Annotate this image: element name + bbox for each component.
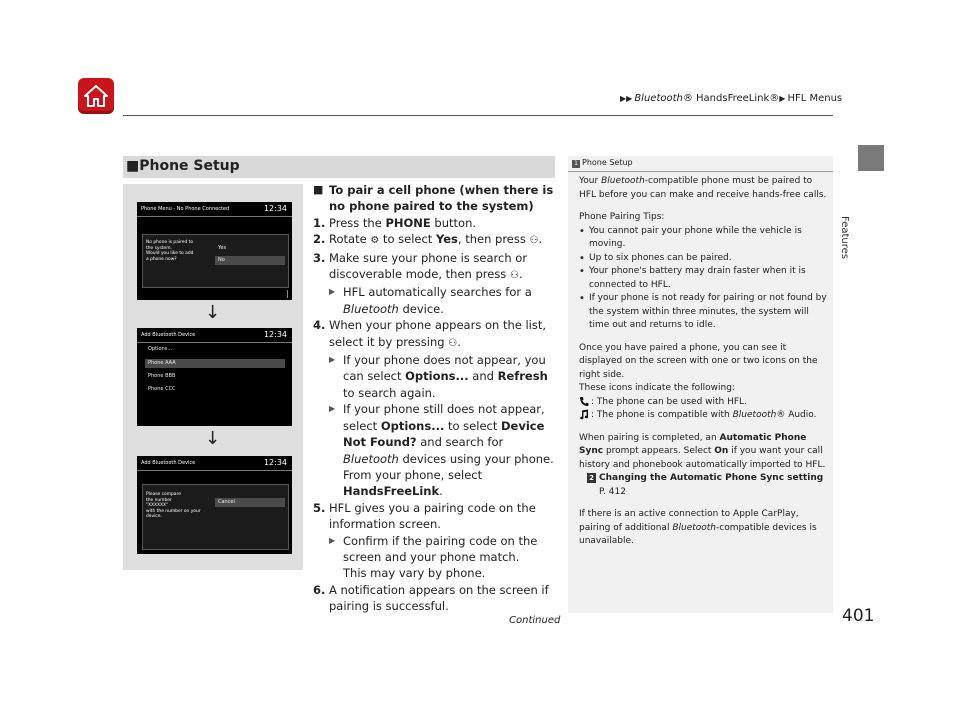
list-item-phone[interactable]: Phone BBB	[148, 373, 176, 379]
tip-item: • Up to six phones can be paired.	[579, 252, 827, 266]
list-item-options[interactable]: Options...	[148, 346, 173, 352]
notes-paragraph: If there is an active connection to Apple CarPlay, pairing of additional Bluetooth-compatible devices is unavailable.	[579, 509, 817, 546]
notes-title: 1 Phone Setup	[572, 158, 633, 168]
icon-legend-audio: : The phone is compatible with Bluetooth® Audio.	[579, 409, 827, 423]
screen-clock: 12:34	[263, 330, 287, 339]
tip-item: • You cannot pair your phone while the vehicle is moving.	[579, 225, 827, 252]
step-3-note: ▶ HFL automatically searches for a Bluetooth device.	[329, 285, 532, 316]
step-3: 3. Make sure your phone is search or discoverable mode, then press ⚇.	[313, 250, 528, 282]
down-arrow-icon: ↓	[205, 428, 221, 449]
step-1: 1. Press the PHONE button.	[313, 215, 477, 230]
home-icon	[83, 84, 109, 108]
music-note-icon	[579, 409, 589, 420]
screen-add-device-list	[137, 328, 292, 426]
side-tab-label: Features	[839, 216, 850, 259]
step-5: 5. HFL gives you a pairing code on the information screen.	[313, 500, 536, 532]
side-tab-marker	[858, 145, 884, 171]
down-arrow-icon: ↓	[205, 302, 221, 323]
continued-label: Continued	[509, 615, 561, 626]
screen-title: Phone Menu - No Phone Connected	[141, 206, 230, 212]
tips-title: Phone Pairing Tips:	[579, 212, 665, 222]
option-yes[interactable]: Yes	[218, 245, 227, 251]
step-5-note: ▶ Confirm if the pairing code on the screen and your phone match. This may vary by phone.	[329, 533, 538, 581]
list-item-phone[interactable]: Phone CCC	[148, 386, 176, 392]
step-2: 2. Rotate ⚙ to select Yes, then press ⚇.	[313, 232, 543, 247]
step-4: 4. When your phone appears on the list, select it by pressing ⚇.	[313, 318, 547, 349]
screen-phone-menu	[137, 202, 292, 300]
cancel-button[interactable]: Cancel	[215, 498, 285, 507]
screenshot-column	[123, 184, 303, 570]
step-6: 6. A notification appears on the screen if pairing is successful.	[313, 582, 549, 614]
press-knob-icon: ⚇	[529, 235, 539, 247]
prompt-message: No phone is paired to the system. Would you like to add a phone now?	[146, 240, 194, 262]
instruction-heading: ■ To pair a cell phone (when there is no phone paired to the system)	[313, 183, 554, 214]
reference-icon: 2	[587, 473, 596, 483]
screen-pairing-code	[137, 456, 292, 554]
notes-paragraph: Your Bluetooth-compatible phone must be paired to HFL before you can make and receive hands-free calls.	[579, 176, 827, 200]
page-number: 401	[842, 606, 875, 626]
screen-clock: 12:34	[263, 458, 287, 467]
breadcrumb: ▶▶ Bluetooth® HandsFreeLink®▶ HFL Menus	[620, 93, 843, 104]
pairing-message: Please compare the number "XXXXXX" with the number on your device.	[146, 492, 201, 519]
tip-item: • Your phone's battery may drain faster when it is connected to HFL.	[579, 265, 827, 292]
step-4-note-1: ▶ If your phone does not appear, you can select Options... and Refresh to search again.	[329, 353, 548, 400]
step-4-note-2: ▶ If your phone still does not appear, select Options... to select Device Not Found? and search for Bluetooth devices using your phone. From your phone, select HandsFreeLink.	[329, 402, 554, 499]
option-no[interactable]: No	[215, 256, 285, 265]
tip-item: • If your phone is not ready for pairing or not found by the system within three minutes, the system will time out and returns to idle.	[579, 292, 827, 333]
pairing-instructions	[313, 182, 555, 615]
press-knob-icon: ⚇	[448, 337, 458, 349]
icon-legend-hfl: : The phone can be used with HFL.	[579, 396, 827, 410]
screen-clock: 12:34	[263, 204, 287, 213]
phone-icon	[579, 396, 589, 407]
notes-paragraph: When pairing is completed, an Automatic Phone Sync prompt appears. Select On if you want your call history and phonebook automatically imported to HFL.	[579, 432, 826, 470]
cross-reference-link[interactable]: 2 Changing the Automatic Phone Sync setting P. 412	[579, 472, 827, 499]
selector-knob-icon: ⚙	[370, 235, 380, 247]
notes-body	[579, 175, 827, 549]
screen-title: Add Bluetooth Device	[141, 460, 196, 466]
list-item-phone[interactable]: Phone AAA	[145, 359, 285, 368]
notes-paragraph: Once you have paired a phone, you can see it displayed on the screen with one or two icons on the right side.	[579, 342, 818, 380]
header-divider	[123, 115, 833, 116]
home-button[interactable]	[78, 78, 114, 114]
screen-title: Add Bluetooth Device	[141, 332, 196, 338]
section-title: ■Phone Setup	[126, 158, 240, 174]
notes-paragraph: These icons indicate the following:	[579, 383, 735, 393]
press-knob-icon: ⚇	[509, 270, 519, 282]
